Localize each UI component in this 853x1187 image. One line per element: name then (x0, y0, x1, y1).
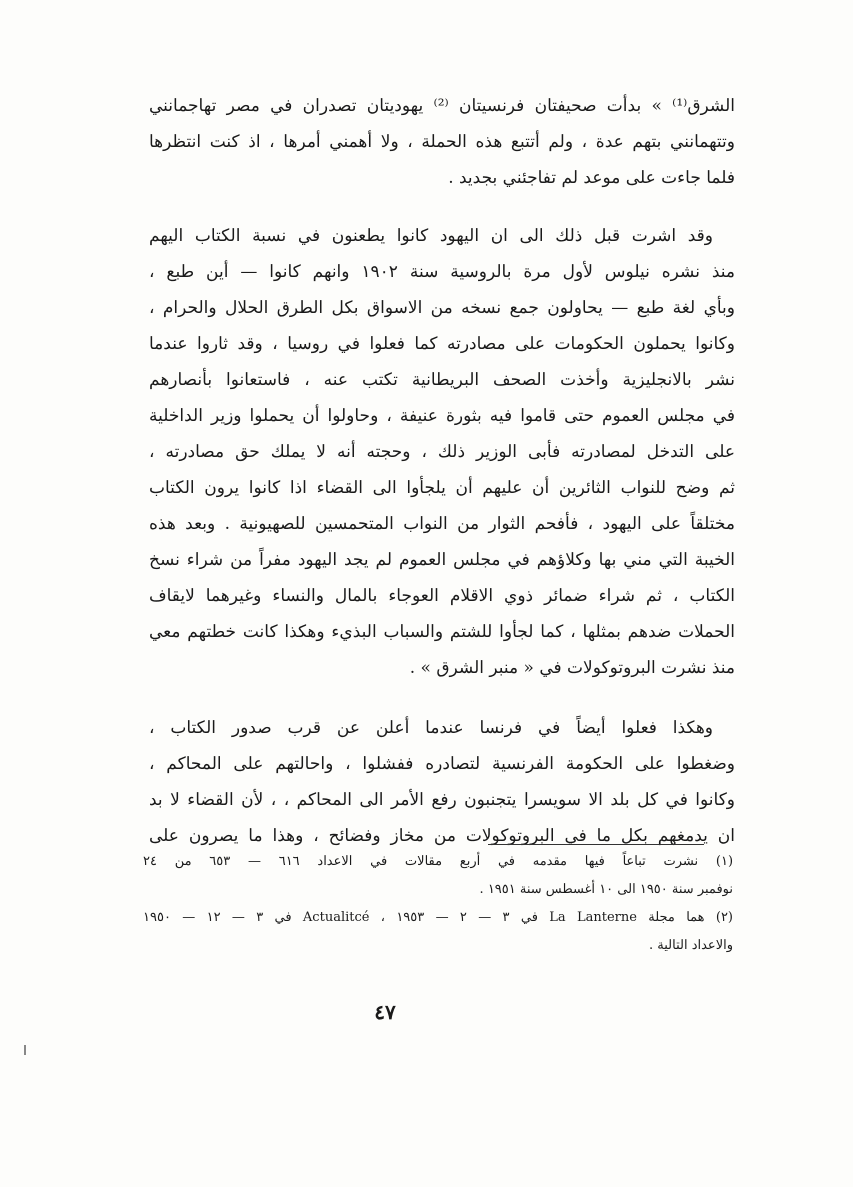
paragraph-2 (149, 218, 735, 686)
text-line: وكانوا يحملون الحكومات على مصادرته كما فعلوا في روسيا ، وقد ثاروا عندما (149, 334, 735, 354)
body-text (149, 88, 735, 854)
text-line: ان يدمغهم بكل ما في البروتوكولات من مخاز وفضائح ، وهذا ما يصرون على (149, 826, 735, 846)
footnote-line: نوفمبر سنة ١٩٥٠ الى ١٠ أغسطس سنة ١٩٥١ . (479, 882, 733, 897)
text-line: على التدخل لمصادرته فأبى الوزير ذلك ، وحجته أنه لا يملك حق مصادرته ، (149, 442, 735, 462)
text-line: منذ نشره نيلوس لأول مرة بالروسية سنة ١٩٠٢ وانهم كانوا — أين طبع ، (149, 262, 735, 282)
text-line: مختلقاً على اليهود ، فأفحم الثوار من النواب المتحمسين للصهيونية . وبعد هذه (149, 514, 735, 534)
text-line: الكتاب ، ثم شراء ضمائر ذوي الاقلام العوجاء بالمال والنساء وغيرهما لايقاف (149, 586, 735, 606)
text-line: وتتهمانني بتهم عدة ، ولم أتتبع هذه الحملة ، ولا أهمني أمرها ، اذ كنت انتظرها (149, 132, 735, 152)
text-line: منذ نشرت البروتوكولات في « منبر الشرق » . (409, 658, 735, 678)
text-line: الخيبة التي مني بها وكلاؤهم في مجلس العموم لم يجد اليهود مفراً من شراء نسخ (149, 550, 735, 570)
paragraph-3 (149, 710, 735, 854)
footnote-2 (143, 904, 733, 960)
footnotes (143, 848, 733, 960)
margin-mark (24, 1045, 26, 1055)
text-line: وضغطوا على الحكومة الفرنسية لتصادره ففشلوا ، واحالتهم على المحاكم ، (149, 754, 735, 774)
text-line: الشرق⁽¹⁾ » بدأت صحيفتان فرنسيتان ⁽²⁾ يهوديتان تصدران في مصر تهاجمانني (149, 96, 735, 116)
footnote-line: (١) نشرت تباعاً فيها مقدمه في أربع مقالات في الاعداد ٦١٦ — ٦٥٣ من ٢٤ (143, 854, 733, 869)
text-line: نشر بالانجليزية وأخذت الصحف البريطانية تكتب عنه ، فاستعانوا بأنصارهم (149, 370, 735, 390)
paragraph-1 (149, 88, 735, 196)
text-line: في مجلس العموم حتى قاموا فيه بثورة عنيفة ، وحاولوا أن يحملوا وزير الداخلية (149, 406, 735, 426)
text-line: وقد اشرت قبل ذلك الى ان اليهود كانوا يطعنون في نسبة الكتاب اليهم (149, 226, 713, 246)
footnote-line: والاعداد التالية . (649, 938, 733, 953)
footnote-1 (143, 848, 733, 904)
footnote-line: (٢) هما مجلة La Lanterne في ٣ — ٢ — ١٩٥٣ ، Actualitcé في ٣ — ١٢ — ١٩٥٠ (143, 910, 733, 925)
text-line: فلما جاءت على موعد لم تفاجئني بجديد . (448, 168, 735, 188)
text-line: الحملات ضدهم بمثلها ، كما لجأوا للشتم والسباب البذيء وهكذا كانت خطتهم معي (149, 622, 735, 642)
page-number: ٤٧ (374, 1000, 396, 1024)
text-line: وبأي لغة طبع — يحاولون جمع نسخه من الاسواق بكل الطرق الحلال والحرام ، (149, 298, 735, 318)
text-line: وهكذا فعلوا أيضاً في فرنسا عندما أعلن عن قرب صدور الكتاب ، (149, 718, 713, 738)
text-line: وكانوا في كل بلد الا سويسرا يتجنبون رفع الأمر الى المحاكم ، ، لأن القضاء لا بد (149, 790, 735, 810)
footnote-divider (488, 844, 704, 845)
text-line: ثم وضح للنواب الثائرين أن عليهم أن يلجأوا الى القضاء اذا كانوا يرون الكتاب (149, 478, 735, 498)
